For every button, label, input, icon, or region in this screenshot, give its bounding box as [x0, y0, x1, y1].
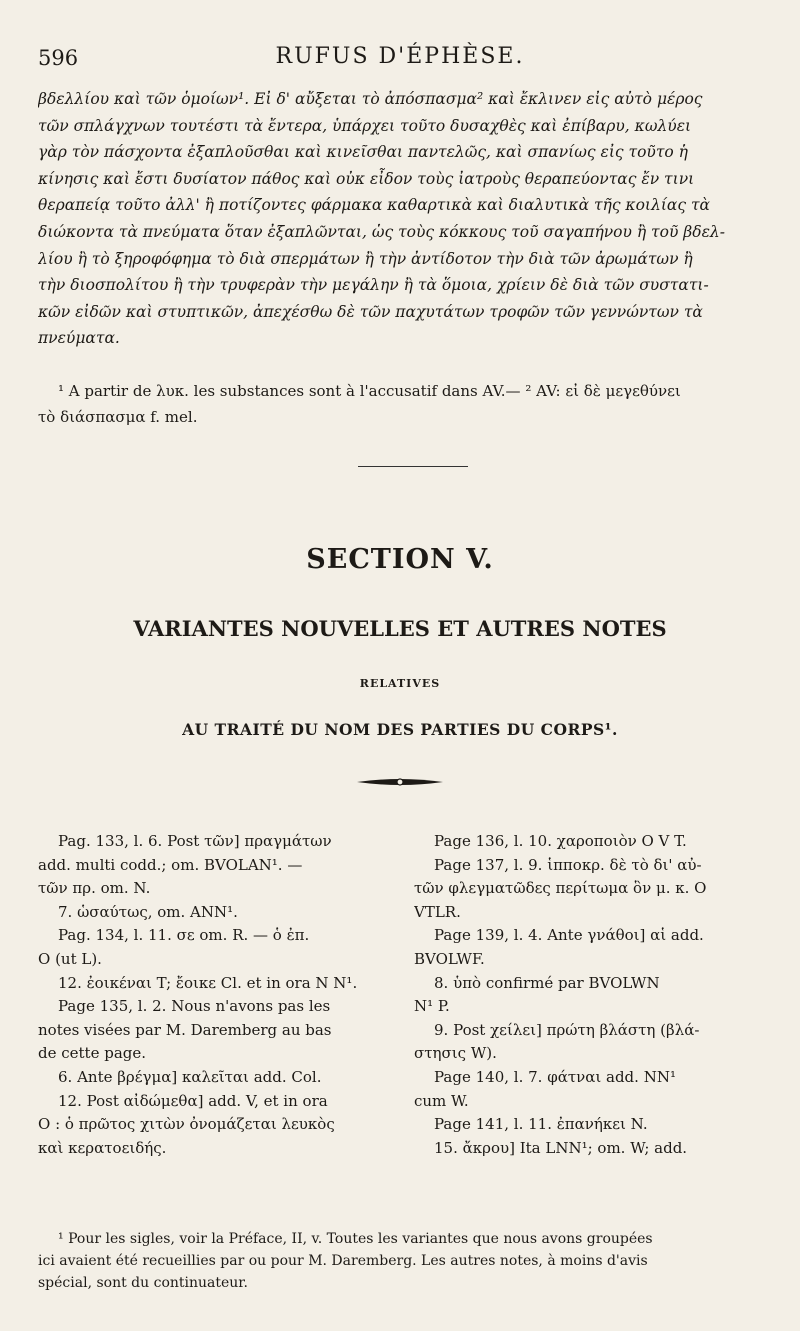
treatise-title: AU TRAITÉ DU NOM DES PARTIES DU CORPS¹.: [182, 720, 618, 739]
footnote-line: ¹ Pour les sigles, voir la Préface, II, v. Toutes les variantes que nous avons groupées: [58, 1231, 653, 1247]
note-line: τῶν φλεγματῶδες περίτωμα ὃν μ. κ. O: [414, 879, 707, 898]
note-line: Pag. 134, l. 11. σε om. R. — ὁ ἐπ.: [58, 926, 310, 945]
note-line: τῶν πρ. om. N.: [38, 879, 151, 898]
note-line: Page 137, l. 9. ἱπποκρ. δὲ τὸ δι' αὐ-: [434, 855, 702, 874]
note-line: 7. ὡσαύτως, om. ANN¹.: [58, 902, 238, 921]
footnote-line: ¹ A partir de λυκ. les substances sont à l'accusatif dans AV.— ² AV: εἰ δὲ μεγεθύνει: [58, 382, 681, 400]
section-relatives: RELATIVES: [359, 677, 441, 690]
bottom-footnote: [38, 1228, 764, 1294]
note-line: O : ὁ πρῶτος χιτὼν ὀνομάζεται λευκὸς: [38, 1115, 335, 1134]
greek-text-block: [38, 86, 764, 352]
greek-line: πνεύματα.: [38, 329, 120, 348]
note-line: O (ut L).: [38, 949, 102, 968]
note-line: VTLR.: [414, 902, 461, 921]
note-line: Page 140, l. 7. φάτναι add. NN¹: [434, 1067, 676, 1086]
greek-line: τὴν διοσπολίτου ἢ τὴν τρυφερὰν τὴν μεγάλην ἢ τὰ ὅμοια, χρίειν δὲ διὰ τῶν συστατι-: [38, 276, 709, 295]
separator-rule: [358, 466, 468, 467]
ornament-divider: [355, 775, 445, 789]
note-line: 15. ἄκρου] Ita LNN¹; om. W; add.: [434, 1138, 688, 1157]
top-footnote: [38, 378, 764, 430]
note-line: στησις W).: [414, 1044, 497, 1063]
note-line: Page 141, l. 11. ἐπανήκει N.: [434, 1115, 648, 1134]
note-line: 12. Post αἰδώμεθα] add. V, et in ora: [58, 1091, 328, 1110]
greek-line: κίνησις καὶ ἔστι δυσίατον πάθος καὶ οὐκ εἶδον τοὺς ἰατροὺς θεραπεύοντας ἔν τινι: [38, 169, 695, 188]
section-title: SECTION V.: [306, 544, 494, 575]
greek-line: θεραπείᾳ τοῦτο ἀλλ' ἢ ποτίζοντες φάρμακα καθαρτικὰ καὶ διαλυτικὰ τῆς κοιλίας τὰ: [38, 196, 711, 215]
section-subtitle: VARIANTES NOUVELLES ET AUTRES NOTES: [133, 616, 667, 641]
note-line: Pag. 133, l. 6. Post τῶν] πραγμάτων: [58, 832, 332, 850]
note-line: Page 136, l. 10. χαροποιὸν O V T.: [434, 832, 687, 850]
greek-line: κῶν εἰδῶν καὶ στυπτικῶν, ἀπεχέσθω δὲ τῶν παχυτάτων τροφῶν τῶν γεννώντων τὰ: [38, 302, 703, 321]
note-line: 12. ἐοικέναι T; ἔοικε Cl. et in ora N N¹.: [58, 973, 358, 992]
greek-line: γὰρ τὸν πάσχοντα ἐξαπλοῦσθαι καὶ κινεῖσθαι παντελῶς, καὶ σπανίως εἰς τοῦτο ἡ: [38, 143, 688, 162]
note-line: 6. Ante βρέγμα] καλεῖται add. Col.: [58, 1067, 322, 1086]
note-line: 9. Post χείλει] πρώτη βλάστη (βλά-: [434, 1020, 700, 1039]
note-line: notes visées par M. Daremberg au bas: [38, 1020, 332, 1039]
greek-line: τῶν σπλάγχνων τουτέστι τὰ ἔντερα, ὑπάρχει τοῦτο δυσαχθὲς καὶ ἐπίβαρυ, κωλύει: [38, 116, 692, 135]
note-line: 8. ὑπὸ confirmé par BVOLWN: [434, 973, 660, 992]
note-line: de cette page.: [38, 1044, 147, 1063]
greek-line: λίου ἢ τὸ ξηροφόφημα τὸ διὰ σπερμάτων ἢ τὴν ἀντίδοτον τὴν διὰ τῶν ἀρωμάτων ἢ: [38, 249, 693, 268]
page-header: [38, 40, 762, 74]
note-line: Page 135, l. 2. Nous n'avons pas les: [58, 997, 331, 1016]
note-line: BVOLWF.: [414, 949, 485, 968]
note-line: add. multi codd.; om. BVOLAN¹. —: [38, 855, 303, 874]
footnote-line: ici avaient été recueillies par ou pour M. Daremberg. Les autres notes, à moins d'avis: [38, 1253, 648, 1269]
greek-line: βδελλίου καὶ τῶν ὁμοίων¹. Εἰ δ' αὔξεται τὸ ἀπόσπασμα² καὶ ἔκλινεν εἰς αὐτὸ μέρος: [38, 90, 703, 108]
note-line: καὶ κερατοειδής.: [38, 1138, 167, 1157]
page-number: 596: [38, 46, 79, 70]
note-line: Page 139, l. 4. Ante γνάθοι] αἱ add.: [434, 926, 704, 945]
running-title: RUFUS D'ÉPHÈSE.: [275, 44, 525, 69]
greek-line: διώκοντα τὰ πνεύματα ὅταν ἐξαπλῶνται, ὡς τοὺς κόκκους τοῦ σαγαπήνου ἢ τοῦ βδελ-: [38, 222, 725, 241]
note-line: N¹ P.: [414, 997, 450, 1016]
left-notes-column: [38, 830, 390, 1160]
footnote-line: spécial, sont du continuateur.: [38, 1275, 248, 1291]
footnote-line: τὸ διάσπασμα f. mel.: [38, 408, 198, 426]
note-line: cum W.: [414, 1091, 469, 1110]
right-notes-column: [414, 830, 770, 1160]
